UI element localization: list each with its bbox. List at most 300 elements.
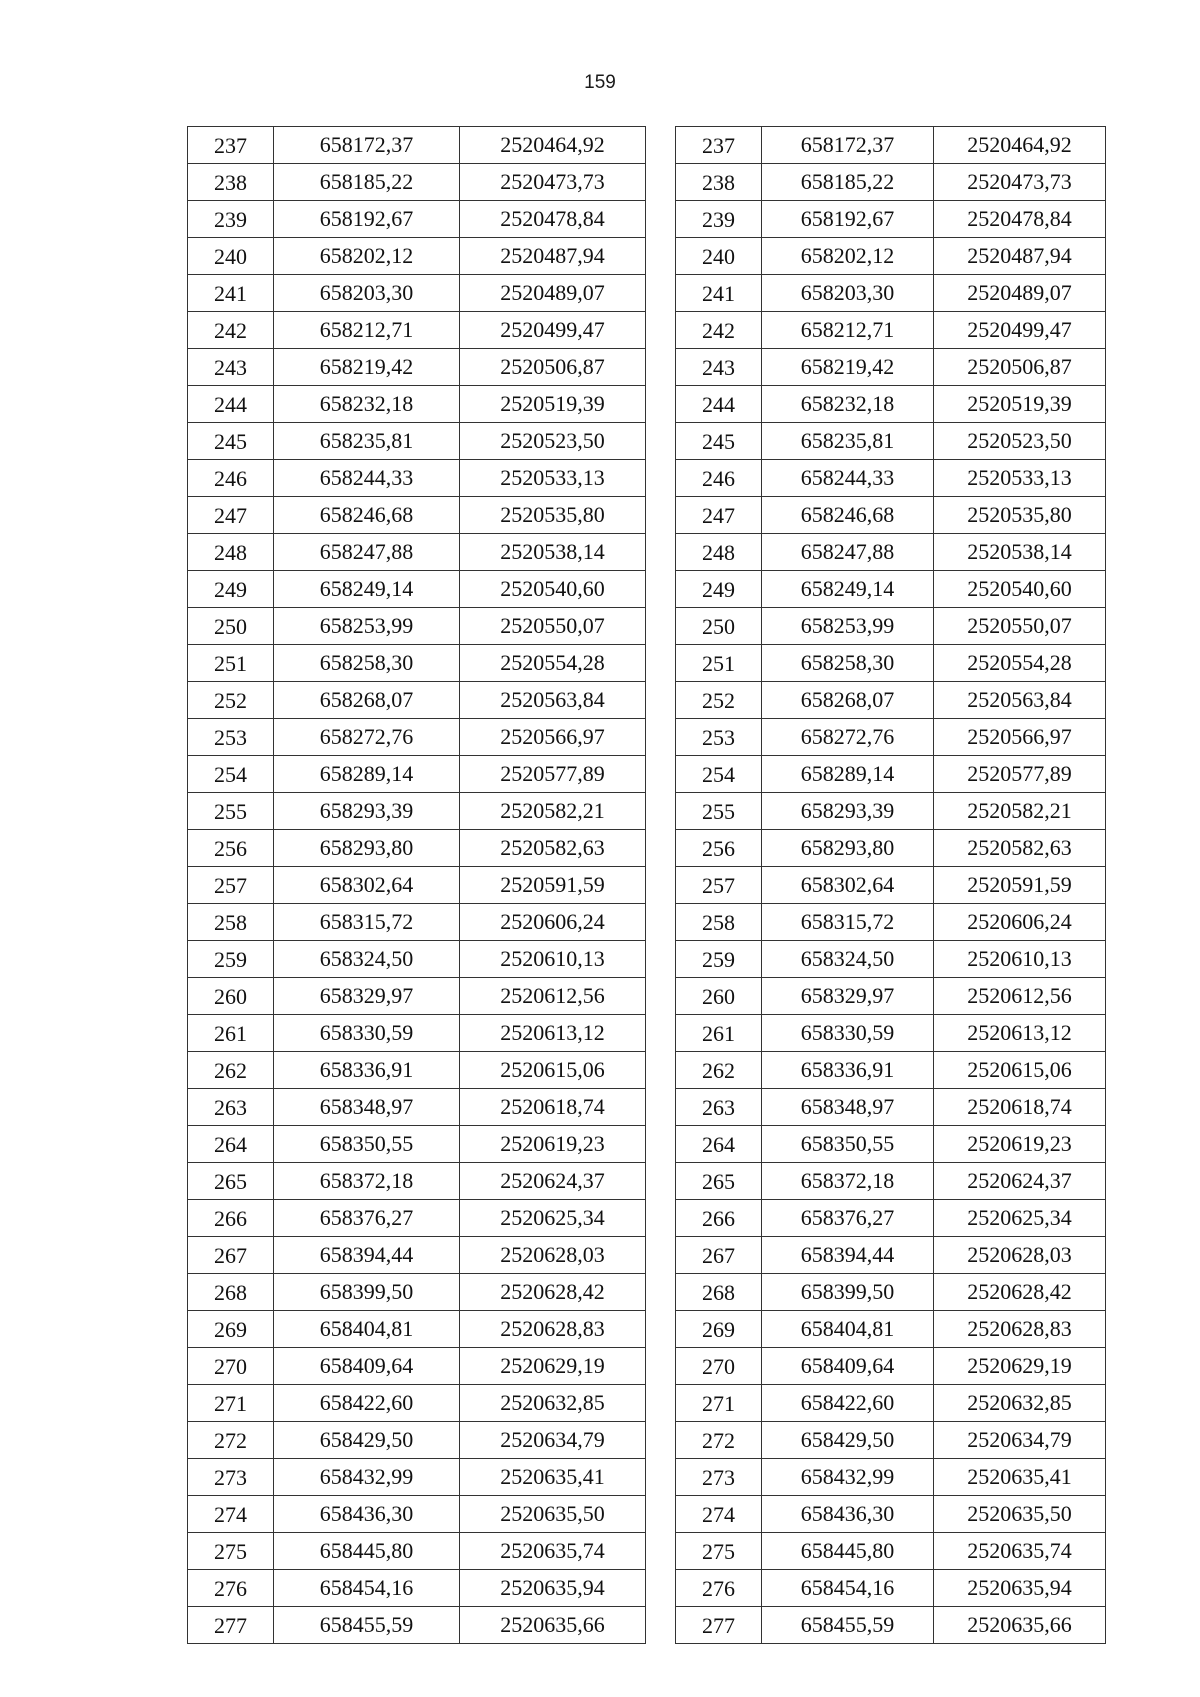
x-coordinate-cell: 658330,59: [274, 1015, 460, 1052]
table-row: [676, 1385, 1106, 1422]
y-coordinate-cell: 2520478,84: [460, 201, 646, 238]
x-coordinate-cell: 658348,97: [762, 1089, 934, 1126]
x-coordinate-cell: 658258,30: [762, 645, 934, 682]
table-row: [676, 978, 1106, 1015]
coordinates-table-body: [188, 127, 646, 1644]
table-row: [188, 275, 646, 312]
point-number-cell: 259: [676, 941, 762, 978]
x-coordinate-cell: 658302,64: [274, 867, 460, 904]
table-row: [676, 1570, 1106, 1607]
x-coordinate-cell: 658293,39: [762, 793, 934, 830]
table-row: [676, 423, 1106, 460]
y-coordinate-cell: 2520615,06: [934, 1052, 1106, 1089]
table-row: [188, 608, 646, 645]
table-row: [676, 460, 1106, 497]
x-coordinate-cell: 658203,30: [274, 275, 460, 312]
y-coordinate-cell: 2520563,84: [934, 682, 1106, 719]
x-coordinate-cell: 658350,55: [274, 1126, 460, 1163]
point-number-cell: 240: [676, 238, 762, 275]
x-coordinate-cell: 658247,88: [762, 534, 934, 571]
x-coordinate-cell: 658422,60: [762, 1385, 934, 1422]
table-row: [676, 238, 1106, 275]
x-coordinate-cell: 658429,50: [762, 1422, 934, 1459]
coordinates-table-body: [676, 127, 1106, 1644]
y-coordinate-cell: 2520538,14: [460, 534, 646, 571]
x-coordinate-cell: 658432,99: [274, 1459, 460, 1496]
x-coordinate-cell: 658212,71: [274, 312, 460, 349]
point-number-cell: 255: [676, 793, 762, 830]
point-number-cell: 257: [188, 867, 274, 904]
point-number-cell: 276: [188, 1570, 274, 1607]
table-row: [676, 1348, 1106, 1385]
point-number-cell: 262: [676, 1052, 762, 1089]
x-coordinate-cell: 658185,22: [274, 164, 460, 201]
table-row: [676, 164, 1106, 201]
y-coordinate-cell: 2520499,47: [934, 312, 1106, 349]
point-number-cell: 260: [676, 978, 762, 1015]
table-row: [188, 904, 646, 941]
table-row: [188, 1422, 646, 1459]
y-coordinate-cell: 2520535,80: [934, 497, 1106, 534]
point-number-cell: 237: [676, 127, 762, 164]
x-coordinate-cell: 658235,81: [274, 423, 460, 460]
y-coordinate-cell: 2520635,94: [460, 1570, 646, 1607]
table-row: [676, 386, 1106, 423]
x-coordinate-cell: 658350,55: [762, 1126, 934, 1163]
table-row: [676, 1274, 1106, 1311]
x-coordinate-cell: 658336,91: [274, 1052, 460, 1089]
point-number-cell: 240: [188, 238, 274, 275]
x-coordinate-cell: 658329,97: [274, 978, 460, 1015]
table-row: [188, 978, 646, 1015]
point-number-cell: 249: [188, 571, 274, 608]
y-coordinate-cell: 2520523,50: [934, 423, 1106, 460]
table-row: [676, 682, 1106, 719]
y-coordinate-cell: 2520618,74: [460, 1089, 646, 1126]
table-row: [188, 201, 646, 238]
y-coordinate-cell: 2520591,59: [934, 867, 1106, 904]
point-number-cell: 277: [676, 1607, 762, 1644]
y-coordinate-cell: 2520635,74: [460, 1533, 646, 1570]
point-number-cell: 270: [676, 1348, 762, 1385]
table-row: [676, 275, 1106, 312]
y-coordinate-cell: 2520606,24: [934, 904, 1106, 941]
table-row: [676, 756, 1106, 793]
y-coordinate-cell: 2520628,83: [460, 1311, 646, 1348]
point-number-cell: 237: [188, 127, 274, 164]
point-number-cell: 275: [188, 1533, 274, 1570]
x-coordinate-cell: 658455,59: [274, 1607, 460, 1644]
y-coordinate-cell: 2520635,66: [460, 1607, 646, 1644]
table-row: [188, 238, 646, 275]
table-row: [188, 793, 646, 830]
point-number-cell: 241: [188, 275, 274, 312]
table-row: [188, 534, 646, 571]
table-row: [188, 1200, 646, 1237]
table-row: [188, 1496, 646, 1533]
y-coordinate-cell: 2520489,07: [934, 275, 1106, 312]
y-coordinate-cell: 2520540,60: [934, 571, 1106, 608]
x-coordinate-cell: 658445,80: [274, 1533, 460, 1570]
point-number-cell: 265: [676, 1163, 762, 1200]
point-number-cell: 258: [188, 904, 274, 941]
table-row: [676, 1200, 1106, 1237]
point-number-cell: 238: [188, 164, 274, 201]
y-coordinate-cell: 2520577,89: [934, 756, 1106, 793]
table-row: [188, 1089, 646, 1126]
x-coordinate-cell: 658372,18: [274, 1163, 460, 1200]
table-row: [676, 830, 1106, 867]
table-row: [188, 386, 646, 423]
point-number-cell: 248: [188, 534, 274, 571]
point-number-cell: 264: [188, 1126, 274, 1163]
point-number-cell: 269: [676, 1311, 762, 1348]
table-row: [188, 756, 646, 793]
coordinates-table-left: [187, 126, 646, 1644]
point-number-cell: 264: [676, 1126, 762, 1163]
x-coordinate-cell: 658232,18: [762, 386, 934, 423]
point-number-cell: 246: [188, 460, 274, 497]
point-number-cell: 259: [188, 941, 274, 978]
x-coordinate-cell: 658268,07: [274, 682, 460, 719]
y-coordinate-cell: 2520628,03: [460, 1237, 646, 1274]
y-coordinate-cell: 2520550,07: [460, 608, 646, 645]
table-row: [676, 1015, 1106, 1052]
table-row: [676, 201, 1106, 238]
point-number-cell: 245: [676, 423, 762, 460]
table-row: [188, 1015, 646, 1052]
x-coordinate-cell: 658315,72: [274, 904, 460, 941]
table-row: [188, 941, 646, 978]
point-number-cell: 265: [188, 1163, 274, 1200]
point-number-cell: 250: [188, 608, 274, 645]
table-row: [188, 1311, 646, 1348]
y-coordinate-cell: 2520540,60: [460, 571, 646, 608]
x-coordinate-cell: 658202,12: [762, 238, 934, 275]
y-coordinate-cell: 2520506,87: [460, 349, 646, 386]
table-row: [676, 1496, 1106, 1533]
point-number-cell: 273: [676, 1459, 762, 1496]
table-row: [676, 1163, 1106, 1200]
x-coordinate-cell: 658244,33: [274, 460, 460, 497]
point-number-cell: 274: [188, 1496, 274, 1533]
x-coordinate-cell: 658219,42: [762, 349, 934, 386]
table-row: [676, 645, 1106, 682]
y-coordinate-cell: 2520625,34: [460, 1200, 646, 1237]
point-number-cell: 256: [676, 830, 762, 867]
y-coordinate-cell: 2520464,92: [460, 127, 646, 164]
y-coordinate-cell: 2520478,84: [934, 201, 1106, 238]
y-coordinate-cell: 2520566,97: [934, 719, 1106, 756]
y-coordinate-cell: 2520554,28: [934, 645, 1106, 682]
x-coordinate-cell: 658293,39: [274, 793, 460, 830]
point-number-cell: 263: [188, 1089, 274, 1126]
y-coordinate-cell: 2520629,19: [460, 1348, 646, 1385]
table-row: [676, 608, 1106, 645]
x-coordinate-cell: 658445,80: [762, 1533, 934, 1570]
point-number-cell: 261: [188, 1015, 274, 1052]
y-coordinate-cell: 2520615,06: [460, 1052, 646, 1089]
point-number-cell: 251: [676, 645, 762, 682]
x-coordinate-cell: 658436,30: [274, 1496, 460, 1533]
x-coordinate-cell: 658336,91: [762, 1052, 934, 1089]
point-number-cell: 268: [676, 1274, 762, 1311]
x-coordinate-cell: 658329,97: [762, 978, 934, 1015]
x-coordinate-cell: 658268,07: [762, 682, 934, 719]
x-coordinate-cell: 658219,42: [274, 349, 460, 386]
point-number-cell: 248: [676, 534, 762, 571]
x-coordinate-cell: 658302,64: [762, 867, 934, 904]
x-coordinate-cell: 658293,80: [274, 830, 460, 867]
table-row: [188, 1385, 646, 1422]
x-coordinate-cell: 658432,99: [762, 1459, 934, 1496]
x-coordinate-cell: 658192,67: [762, 201, 934, 238]
x-coordinate-cell: 658324,50: [762, 941, 934, 978]
table-row: [676, 793, 1106, 830]
y-coordinate-cell: 2520634,79: [934, 1422, 1106, 1459]
page-number: 159: [584, 72, 616, 93]
x-coordinate-cell: 658454,16: [274, 1570, 460, 1607]
y-coordinate-cell: 2520535,80: [460, 497, 646, 534]
x-coordinate-cell: 658429,50: [274, 1422, 460, 1459]
table-row: [188, 1570, 646, 1607]
x-coordinate-cell: 658399,50: [762, 1274, 934, 1311]
point-number-cell: 255: [188, 793, 274, 830]
y-coordinate-cell: 2520582,21: [460, 793, 646, 830]
y-coordinate-cell: 2520624,37: [934, 1163, 1106, 1200]
x-coordinate-cell: 658436,30: [762, 1496, 934, 1533]
table-row: [676, 349, 1106, 386]
point-number-cell: 270: [188, 1348, 274, 1385]
y-coordinate-cell: 2520566,97: [460, 719, 646, 756]
x-coordinate-cell: 658324,50: [274, 941, 460, 978]
x-coordinate-cell: 658249,14: [762, 571, 934, 608]
point-number-cell: 243: [188, 349, 274, 386]
table-row: [188, 719, 646, 756]
y-coordinate-cell: 2520577,89: [460, 756, 646, 793]
table-row: [188, 497, 646, 534]
table-row: [676, 1422, 1106, 1459]
table-row: [188, 682, 646, 719]
point-number-cell: 274: [676, 1496, 762, 1533]
y-coordinate-cell: 2520629,19: [934, 1348, 1106, 1385]
table-row: [676, 1052, 1106, 1089]
y-coordinate-cell: 2520610,13: [934, 941, 1106, 978]
x-coordinate-cell: 658348,97: [274, 1089, 460, 1126]
y-coordinate-cell: 2520632,85: [460, 1385, 646, 1422]
x-coordinate-cell: 658289,14: [274, 756, 460, 793]
point-number-cell: 266: [188, 1200, 274, 1237]
x-coordinate-cell: 658253,99: [274, 608, 460, 645]
x-coordinate-cell: 658454,16: [762, 1570, 934, 1607]
table-row: [188, 1607, 646, 1644]
y-coordinate-cell: 2520538,14: [934, 534, 1106, 571]
y-coordinate-cell: 2520619,23: [934, 1126, 1106, 1163]
table-row: [676, 904, 1106, 941]
x-coordinate-cell: 658246,68: [274, 497, 460, 534]
x-coordinate-cell: 658203,30: [762, 275, 934, 312]
point-number-cell: 253: [188, 719, 274, 756]
table-row: [676, 312, 1106, 349]
y-coordinate-cell: 2520624,37: [460, 1163, 646, 1200]
y-coordinate-cell: 2520612,56: [934, 978, 1106, 1015]
x-coordinate-cell: 658272,76: [762, 719, 934, 756]
y-coordinate-cell: 2520628,42: [934, 1274, 1106, 1311]
point-number-cell: 250: [676, 608, 762, 645]
table-row: [188, 460, 646, 497]
y-coordinate-cell: 2520628,83: [934, 1311, 1106, 1348]
y-coordinate-cell: 2520635,74: [934, 1533, 1106, 1570]
y-coordinate-cell: 2520612,56: [460, 978, 646, 1015]
y-coordinate-cell: 2520554,28: [460, 645, 646, 682]
table-row: [188, 867, 646, 904]
x-coordinate-cell: 658202,12: [274, 238, 460, 275]
point-number-cell: 242: [188, 312, 274, 349]
table-row: [188, 312, 646, 349]
table-row: [188, 1274, 646, 1311]
x-coordinate-cell: 658258,30: [274, 645, 460, 682]
y-coordinate-cell: 2520473,73: [460, 164, 646, 201]
point-number-cell: 267: [676, 1237, 762, 1274]
x-coordinate-cell: 658372,18: [762, 1163, 934, 1200]
x-coordinate-cell: 658192,67: [274, 201, 460, 238]
point-number-cell: 262: [188, 1052, 274, 1089]
y-coordinate-cell: 2520628,42: [460, 1274, 646, 1311]
point-number-cell: 244: [188, 386, 274, 423]
x-coordinate-cell: 658409,64: [274, 1348, 460, 1385]
y-coordinate-cell: 2520464,92: [934, 127, 1106, 164]
y-coordinate-cell: 2520635,41: [460, 1459, 646, 1496]
y-coordinate-cell: 2520613,12: [460, 1015, 646, 1052]
y-coordinate-cell: 2520628,03: [934, 1237, 1106, 1274]
x-coordinate-cell: 658246,68: [762, 497, 934, 534]
y-coordinate-cell: 2520582,63: [934, 830, 1106, 867]
point-number-cell: 249: [676, 571, 762, 608]
y-coordinate-cell: 2520582,21: [934, 793, 1106, 830]
x-coordinate-cell: 658404,81: [274, 1311, 460, 1348]
point-number-cell: 256: [188, 830, 274, 867]
point-number-cell: 267: [188, 1237, 274, 1274]
point-number-cell: 276: [676, 1570, 762, 1607]
x-coordinate-cell: 658253,99: [762, 608, 934, 645]
table-row: [188, 645, 646, 682]
table-row: [676, 867, 1106, 904]
point-number-cell: 252: [676, 682, 762, 719]
table-row: [676, 941, 1106, 978]
point-number-cell: 266: [676, 1200, 762, 1237]
table-row: [676, 1311, 1106, 1348]
point-number-cell: 275: [676, 1533, 762, 1570]
x-coordinate-cell: 658232,18: [274, 386, 460, 423]
table-row: [676, 127, 1106, 164]
point-number-cell: 247: [188, 497, 274, 534]
table-row: [188, 1126, 646, 1163]
point-number-cell: 244: [676, 386, 762, 423]
x-coordinate-cell: 658394,44: [762, 1237, 934, 1274]
point-number-cell: 258: [676, 904, 762, 941]
x-coordinate-cell: 658376,27: [762, 1200, 934, 1237]
y-coordinate-cell: 2520625,34: [934, 1200, 1106, 1237]
table-row: [188, 571, 646, 608]
x-coordinate-cell: 658399,50: [274, 1274, 460, 1311]
table-row: [676, 1607, 1106, 1644]
point-number-cell: 245: [188, 423, 274, 460]
table-row: [676, 1089, 1106, 1126]
point-number-cell: 241: [676, 275, 762, 312]
y-coordinate-cell: 2520550,07: [934, 608, 1106, 645]
y-coordinate-cell: 2520591,59: [460, 867, 646, 904]
coordinates-table-right: [675, 126, 1106, 1644]
x-coordinate-cell: 658376,27: [274, 1200, 460, 1237]
y-coordinate-cell: 2520635,66: [934, 1607, 1106, 1644]
point-number-cell: 277: [188, 1607, 274, 1644]
y-coordinate-cell: 2520635,50: [934, 1496, 1106, 1533]
x-coordinate-cell: 658330,59: [762, 1015, 934, 1052]
table-row: [676, 1533, 1106, 1570]
point-number-cell: 271: [188, 1385, 274, 1422]
point-number-cell: 271: [676, 1385, 762, 1422]
x-coordinate-cell: 658235,81: [762, 423, 934, 460]
point-number-cell: 257: [676, 867, 762, 904]
y-coordinate-cell: 2520533,13: [934, 460, 1106, 497]
y-coordinate-cell: 2520533,13: [460, 460, 646, 497]
point-number-cell: 238: [676, 164, 762, 201]
y-coordinate-cell: 2520635,50: [460, 1496, 646, 1533]
point-number-cell: 272: [676, 1422, 762, 1459]
point-number-cell: 252: [188, 682, 274, 719]
x-coordinate-cell: 658315,72: [762, 904, 934, 941]
x-coordinate-cell: 658422,60: [274, 1385, 460, 1422]
y-coordinate-cell: 2520506,87: [934, 349, 1106, 386]
y-coordinate-cell: 2520523,50: [460, 423, 646, 460]
table-row: [188, 1052, 646, 1089]
x-coordinate-cell: 658185,22: [762, 164, 934, 201]
table-row: [676, 1237, 1106, 1274]
table-row: [188, 1237, 646, 1274]
table-row: [676, 719, 1106, 756]
x-coordinate-cell: 658172,37: [762, 127, 934, 164]
y-coordinate-cell: 2520619,23: [460, 1126, 646, 1163]
point-number-cell: 272: [188, 1422, 274, 1459]
y-coordinate-cell: 2520499,47: [460, 312, 646, 349]
y-coordinate-cell: 2520487,94: [934, 238, 1106, 275]
y-coordinate-cell: 2520606,24: [460, 904, 646, 941]
x-coordinate-cell: 658249,14: [274, 571, 460, 608]
y-coordinate-cell: 2520634,79: [460, 1422, 646, 1459]
y-coordinate-cell: 2520618,74: [934, 1089, 1106, 1126]
point-number-cell: 251: [188, 645, 274, 682]
table-row: [676, 497, 1106, 534]
table-row: [188, 1163, 646, 1200]
point-number-cell: 260: [188, 978, 274, 1015]
x-coordinate-cell: 658172,37: [274, 127, 460, 164]
x-coordinate-cell: 658404,81: [762, 1311, 934, 1348]
point-number-cell: 239: [188, 201, 274, 238]
x-coordinate-cell: 658289,14: [762, 756, 934, 793]
table-row: [676, 571, 1106, 608]
y-coordinate-cell: 2520582,63: [460, 830, 646, 867]
x-coordinate-cell: 658212,71: [762, 312, 934, 349]
y-coordinate-cell: 2520563,84: [460, 682, 646, 719]
point-number-cell: 247: [676, 497, 762, 534]
point-number-cell: 273: [188, 1459, 274, 1496]
y-coordinate-cell: 2520487,94: [460, 238, 646, 275]
point-number-cell: 263: [676, 1089, 762, 1126]
y-coordinate-cell: 2520632,85: [934, 1385, 1106, 1422]
table-row: [188, 349, 646, 386]
point-number-cell: 261: [676, 1015, 762, 1052]
point-number-cell: 243: [676, 349, 762, 386]
